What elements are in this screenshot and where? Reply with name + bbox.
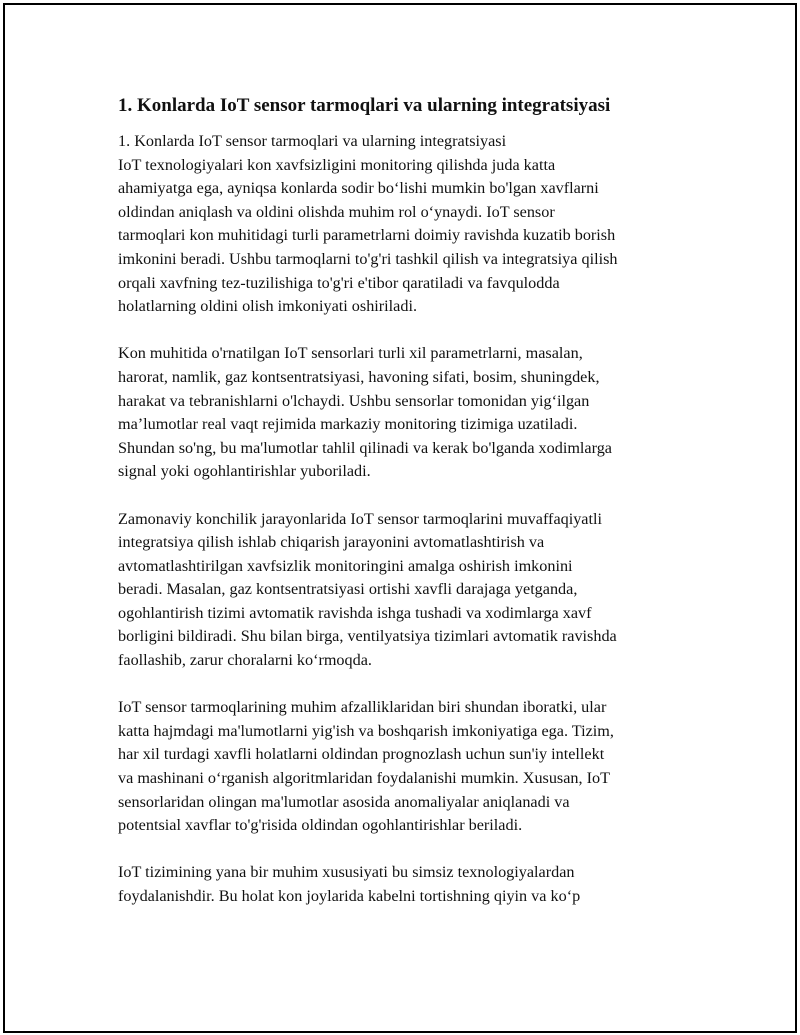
paragraph xyxy=(118,696,693,838)
text-line: sensorlaridan olingan ma'lumotlar asosida anomaliyalar aniqlanadi va xyxy=(118,792,570,811)
text-line: integratsiya qilish ishlab chiqarish jarayonini avtomatlashtirish va xyxy=(118,533,545,552)
text-line: borligini bildiradi. Shu bilan birga, ventilyatsiya tizimlari avtomatik ravishda xyxy=(118,627,617,646)
text-line: katta hajmdagi ma'lumotlarni yig'ish va boshqarish imkoniyatiga ega. Tizim, xyxy=(118,721,614,740)
paragraph-container xyxy=(118,130,693,909)
text-line: Shundan so'ng, bu ma'lumotlar tahlil qilinadi va kerak bo'lganda xodimlarga xyxy=(118,438,612,457)
text-line: orqali xavfning tez-tuzilishiga to'g'ri e'tibor qaratiladi va favqulodda xyxy=(118,273,560,292)
section-heading: 1. Konlarda IoT sensor tarmoqlari va ularning integratsiyasi xyxy=(118,95,611,116)
text-line: oldindan aniqlash va oldini olishda muhim rol oʻynaydi. IoT sensor xyxy=(118,202,555,221)
text-line: IoT sensor tarmoqlarining muhim afzalliklaridan biri shundan iboratki, ular xyxy=(118,698,607,717)
text-line: harorat, namlik, gaz kontsentratsiyasi, havoning sifati, bosim, shuningdek, xyxy=(118,367,600,386)
text-line: signal yoki ogohlantirishlar yuboriladi. xyxy=(118,462,371,481)
text-line: har xil turdagi xavfli holatlarni oldindan prognozlash uchun sun'iy intellekt xyxy=(118,745,605,764)
text-line: imkonini beradi. Ushbu tarmoqlarni to'g'ri tashkil qilish va integratsiya qilish xyxy=(118,249,618,268)
text-line: beradi. Masalan, gaz kontsentratsiyasi ortishi xavfli darajaga yetganda, xyxy=(118,580,578,599)
text-line: harakat va tebranishlarni o'lchaydi. Ushbu sensorlar tomonidan yigʻilgan xyxy=(118,391,590,410)
text-line: va mashinani oʻrganish algoritmlaridan foydalanishi mumkin. Xususan, IoT xyxy=(118,769,610,788)
text-line: faollashib, zarur choralarni koʻrmoqda. xyxy=(118,651,372,670)
text-line: potentsial xavflar to'g'risida oldindan ogohlantirishlar beriladi. xyxy=(118,816,523,835)
text-line: IoT tizimining yana bir muhim xususiyati bu simsiz texnologiyalardan xyxy=(118,863,575,882)
text-line: avtomatlashtirilgan xavfsizlik monitoringini amalga oshirish imkonini xyxy=(118,556,573,575)
text-line: Zamonaviy konchilik jarayonlarida IoT sensor tarmoqlarini muvaffaqiyatli xyxy=(118,509,602,528)
text-line: tarmoqlari kon muhitidagi turli parametrlarni doimiy ravishda kuzatib borish xyxy=(118,226,616,245)
text-line: holatlarning oldini olish imkoniyati oshiriladi. xyxy=(118,297,417,316)
paragraph xyxy=(118,342,693,484)
paragraph xyxy=(118,508,693,673)
paragraph xyxy=(118,861,693,908)
text-line: maʼlumotlar real vaqt rejimida markaziy monitoring tizimiga uzatiladi. xyxy=(118,415,578,434)
text-line: 1. Konlarda IoT sensor tarmoqlari va ularning integratsiyasi xyxy=(118,132,507,150)
document-body xyxy=(118,94,693,932)
text-line: IoT texnologiyalari kon xavfsizligini monitoring qilishda juda katta xyxy=(118,155,556,174)
text-line: ogohlantirish tizimi avtomatik ravishda ishga tushadi va xodimlarga xavf xyxy=(118,603,592,622)
text-line: Kon muhitida o'rnatilgan IoT sensorlari turli xil parametrlarni, masalan, xyxy=(118,344,583,363)
text-line: foydalanishdir. Bu holat kon joylarida kabelni tortishning qiyin va koʻp xyxy=(118,887,581,905)
text-line: ahamiyatga ega, ayniqsa konlarda sodir boʻlishi mumkin bo'lgan xavflarni xyxy=(118,179,599,198)
paragraph xyxy=(118,130,693,319)
